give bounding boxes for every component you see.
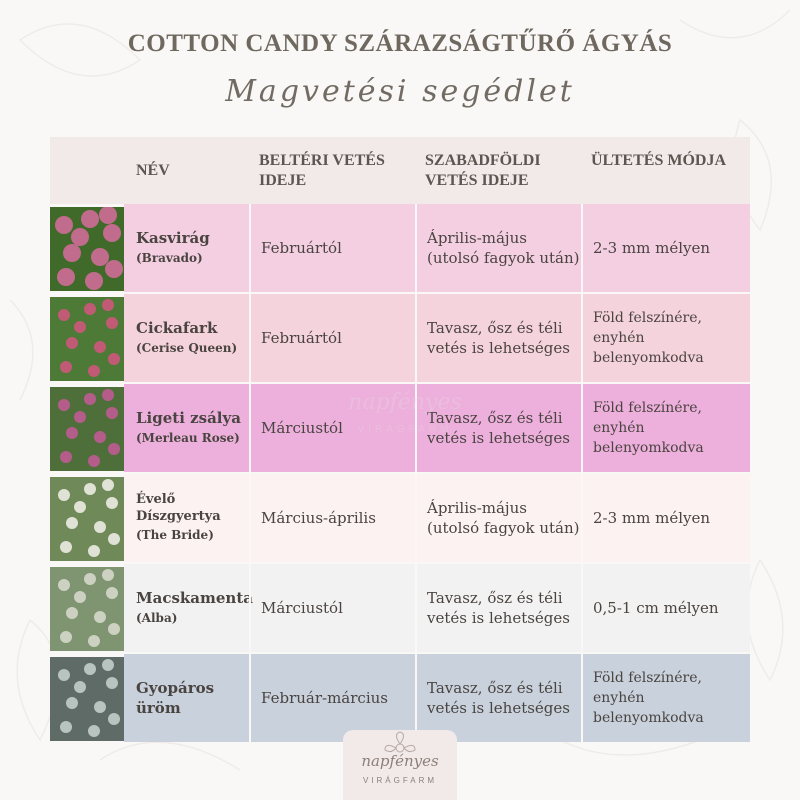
planting-method: Föld felszínére, enyhén belenyomkodva: [581, 294, 750, 382]
indoor-sowing: Márciustól: [249, 384, 415, 472]
outdoor-sowing: Április-május (utolsó fagyok után): [415, 474, 581, 562]
outdoor-sowing: Tavasz, ősz és téli vetés is lehetséges: [415, 564, 581, 652]
outdoor-sowing: Tavasz, ősz és téli vetés is lehetséges: [415, 654, 581, 742]
plant-variety: (The Bride): [136, 528, 214, 542]
page-title: COTTON CANDY SZÁRAZSÁGTŰRŐ ÁGYÁS: [127, 30, 673, 57]
plant-photo: [50, 204, 124, 292]
planting-method: 0,5-1 cm mélyen: [581, 564, 750, 652]
plant-name: Gyopáros üröm: [136, 679, 215, 717]
logo-text: napfényes: [361, 752, 439, 770]
table-row: [50, 204, 750, 292]
table-row: [50, 562, 750, 652]
indoor-sowing: Februártól: [249, 204, 415, 292]
plant-name-cell: [124, 654, 249, 742]
brand-logo: [343, 730, 457, 800]
header-outdoor: SZABADFÖLDI VETÉS IDEJE: [425, 152, 541, 189]
plant-photo: [50, 654, 124, 742]
plant-variety: (Bravado): [136, 251, 203, 265]
header-indoor: BELTÉRI VETÉS IDEJE: [259, 152, 385, 189]
plant-name: Macskamenta: [136, 589, 253, 607]
planting-method: 2-3 mm mélyen: [581, 474, 750, 562]
outdoor-sowing: Tavasz, ősz és téli vetés is lehetséges: [415, 384, 581, 472]
plant-variety: (Merleau Rose): [136, 431, 240, 445]
outdoor-sowing: Április-május (utolsó fagyok után): [415, 204, 581, 292]
planting-method: Föld felszínére, enyhén belenyomkodva: [581, 384, 750, 472]
plant-photo: [50, 474, 124, 562]
planting-method: Föld felszínére, enyhén belenyomkodva: [581, 654, 750, 742]
planting-method: 2-3 mm mélyen: [581, 204, 750, 292]
plant-name-cell: [124, 564, 253, 652]
plant-name-cell: [124, 204, 249, 292]
plant-photo: [50, 564, 124, 652]
plant-name: Ligeti zsálya: [136, 409, 241, 427]
logo-sub: VIRÁGFARM: [362, 776, 438, 785]
header-image-spacer: [50, 137, 124, 204]
indoor-sowing: Februártól: [249, 294, 415, 382]
indoor-sowing: Február-március: [249, 654, 415, 742]
watermark-sub: VIRÁGFARM: [357, 424, 453, 435]
table-row: [50, 292, 750, 382]
plant-name: Cickafark: [136, 319, 218, 337]
indoor-sowing: Március-április: [249, 474, 415, 562]
plant-variety: (Cerise Queen): [136, 341, 238, 355]
plant-name-cell: [124, 294, 249, 382]
plant-name-cell: [124, 474, 249, 562]
table-row: [50, 472, 750, 562]
header-planting: ÜLTETÉS MÓDJA: [591, 152, 726, 169]
plant-name-cell: [124, 384, 249, 472]
page-subtitle: Magvetési segédlet: [225, 74, 575, 109]
plant-photo: [50, 384, 124, 472]
plant-variety: (Alba): [136, 611, 178, 625]
indoor-sowing: Márciustól: [249, 564, 415, 652]
table-header: [50, 137, 750, 204]
plant-name: Évelő Díszgyertya: [136, 492, 221, 524]
header-name: NÉV: [136, 162, 170, 179]
outdoor-sowing: Tavasz, ősz és téli vetés is lehetséges: [415, 294, 581, 382]
watermark: [330, 372, 480, 452]
watermark-text: napfényes: [348, 390, 462, 415]
plant-photo: [50, 294, 124, 382]
table-row: [50, 652, 750, 742]
plant-name: Kasvirág: [136, 229, 210, 247]
